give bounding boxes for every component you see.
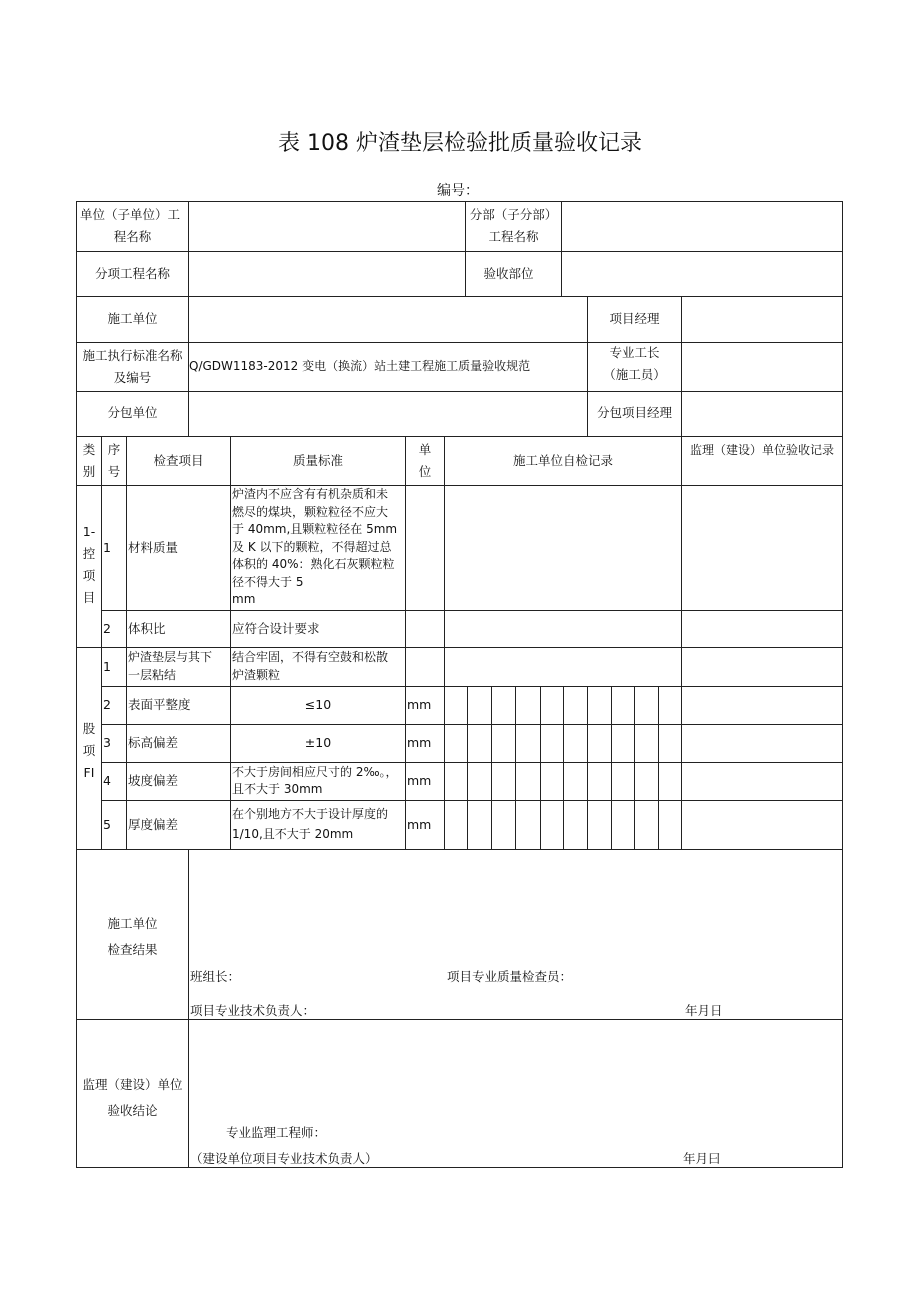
g-row2-unit: mm: [407, 697, 432, 712]
col-standard: 质量标准: [292, 453, 343, 468]
general-category: [77, 718, 101, 784]
g-row1-standard: [232, 648, 406, 684]
g-row1-item-line: 一层粘结: [128, 668, 177, 682]
mc-row2-item: 体积比: [128, 621, 166, 636]
tech-leader-label: 项目专业技术负责人：: [190, 1003, 316, 1018]
construction-unit-label: 施工单位: [107, 311, 158, 326]
foreman-label-line1: 专业工长: [609, 345, 660, 360]
g-row2-standard: ≤10: [304, 697, 332, 712]
g-row4-standard-line: 不大于房间相应尺寸的 2‰。，: [232, 765, 398, 779]
mc-row1-standard-line: 于 40mm,且颗粒粒径在 5mm: [232, 522, 398, 536]
division-label-line2: 工程名称: [488, 229, 539, 244]
main-control-category-line3: 项: [82, 568, 96, 583]
g-row4-seq: 4: [103, 773, 111, 788]
g-row3-item: 标高偏差: [128, 735, 179, 750]
quality-inspector-label: 项目专业质量检查员：: [447, 969, 573, 984]
team-leader-label: 班组长：: [190, 969, 241, 984]
subcontractor-label: 分包单位: [107, 405, 158, 420]
g-row1-seq: 1: [103, 659, 111, 674]
g-row1-standard-line: 炉渣颗粒: [232, 668, 281, 682]
supervision-date: 年月曰: [683, 1151, 721, 1166]
col-unit-line1: 单: [418, 442, 432, 457]
general-category-line2: 项: [82, 743, 96, 758]
construction-result-label-line1: 施工单位: [107, 916, 158, 931]
mc-row1-standard: [232, 486, 407, 609]
g-row4-standard-line: 且不大于 30mm: [232, 782, 323, 796]
g-row2-seq: 2: [103, 697, 111, 712]
general-category-line3: FI: [83, 765, 95, 780]
g-row4-item: 坡度偏差: [128, 773, 179, 788]
g-row5-standard-line: 1/10,且不大于 20mm: [232, 827, 354, 841]
standard-label-line1: 施工执行标准名称: [82, 348, 183, 363]
project-manager-label: 项目经理: [609, 311, 660, 326]
foreman-label-line2: （施工员）: [603, 367, 666, 382]
col-category-line2: 别: [82, 464, 96, 479]
supervision-result-label: [77, 1072, 188, 1124]
mc-row1-item: 材料质量: [128, 540, 179, 555]
g-row1-item-line: 炉渣垫层与其下: [128, 650, 213, 664]
mc-row1-seq: 1: [103, 540, 111, 555]
col-supervision: 监理（建设）单位验收记录: [689, 443, 834, 457]
foreman-label: [588, 342, 681, 386]
standard-label: [77, 345, 188, 389]
g-row3-unit: mm: [407, 735, 432, 750]
col-seq: [102, 439, 126, 483]
unit-project-label: [80, 204, 185, 248]
col-seq-line2: 号: [107, 464, 121, 479]
construction-result-label-line2: 检查结果: [107, 942, 158, 957]
owner-tech-label: （建设单位项目专业技术负责人）: [190, 1151, 378, 1166]
g-row5-standard: [232, 804, 406, 844]
standard-label-line2: 及编号: [113, 370, 152, 385]
construction-date: 年月日: [685, 1003, 723, 1018]
mc-row1-standard-line: 燃尽的煤块，颗粒粒径不应大: [232, 504, 389, 519]
mc-row2-seq: 2: [103, 621, 111, 636]
col-unit-line2: 位: [418, 464, 432, 479]
supervision-engineer-label: 专业监理工程师：: [226, 1125, 327, 1140]
construction-result-label: [77, 911, 188, 963]
g-row5-seq: 5: [103, 817, 111, 832]
g-row3-standard: ±10: [304, 735, 332, 750]
mc-row1-standard-line: 径不得大于 5: [232, 574, 304, 589]
supervision-result-label-line1: 监理（建设）单位: [82, 1077, 183, 1092]
g-row4-standard: [232, 764, 406, 798]
g-row5-item: 厚度偏差: [128, 817, 179, 832]
division-label: [466, 204, 561, 248]
g-row5-unit: mm: [407, 817, 432, 832]
col-self-check: 施工单位自检记录: [512, 453, 613, 468]
col-unit: [406, 439, 444, 483]
main-control-category: [77, 521, 101, 609]
page-title: 表 108 炉渣垫层检验批质量验收记录: [278, 131, 642, 156]
doc-number-label: 编号：: [437, 183, 479, 199]
mc-row1-standard-line: 及 K 以下的颗粒，不得超过总: [232, 539, 392, 554]
general-category-line1: 股: [82, 721, 96, 736]
g-row4-unit: mm: [407, 773, 432, 788]
standard-value: Q/GDW1183-2012 变电（换流）站土建工程施工质量验收规范: [189, 359, 531, 373]
main-control-category-line2: 控: [82, 546, 96, 561]
mc-row1-standard-line: mm: [232, 592, 256, 606]
supervision-result-label-line2: 验收结论: [107, 1103, 158, 1118]
unit-project-label-line2: 程名称: [113, 229, 152, 244]
col-category: [77, 439, 101, 483]
g-row5-standard-line: 在个别地方不大于设计厚度的: [232, 807, 389, 821]
col-seq-line1: 序: [107, 442, 121, 457]
col-category-line1: 类: [82, 442, 96, 457]
mc-row1-standard-line: 体积的 40%：熟化石灰颗粒粒: [232, 557, 395, 571]
main-control-category-line4: 目: [82, 590, 96, 605]
g-row2-item: 表面平整度: [128, 697, 191, 712]
acceptance-part-label: 验收部位: [483, 266, 534, 281]
sub-item-label: 分项工程名称: [94, 266, 170, 281]
unit-project-label-line1: 单位（子单位）工: [80, 207, 181, 222]
g-row1-standard-line: 结合牢固，不得有空鼓和松散: [232, 650, 389, 664]
mc-row2-standard: 应符合设计要求: [232, 621, 320, 636]
division-label-line1: 分部（子分部）: [469, 207, 558, 222]
col-item: 检查项目: [153, 453, 204, 468]
mc-row1-standard-line: 炉渣内不应含有有机杂质和未: [232, 487, 389, 501]
g-row3-seq: 3: [103, 735, 111, 750]
g-row1-item: [128, 648, 230, 684]
main-control-category-line1: 1-: [82, 524, 96, 539]
subcontract-manager-label: 分包项目经理: [596, 405, 672, 420]
